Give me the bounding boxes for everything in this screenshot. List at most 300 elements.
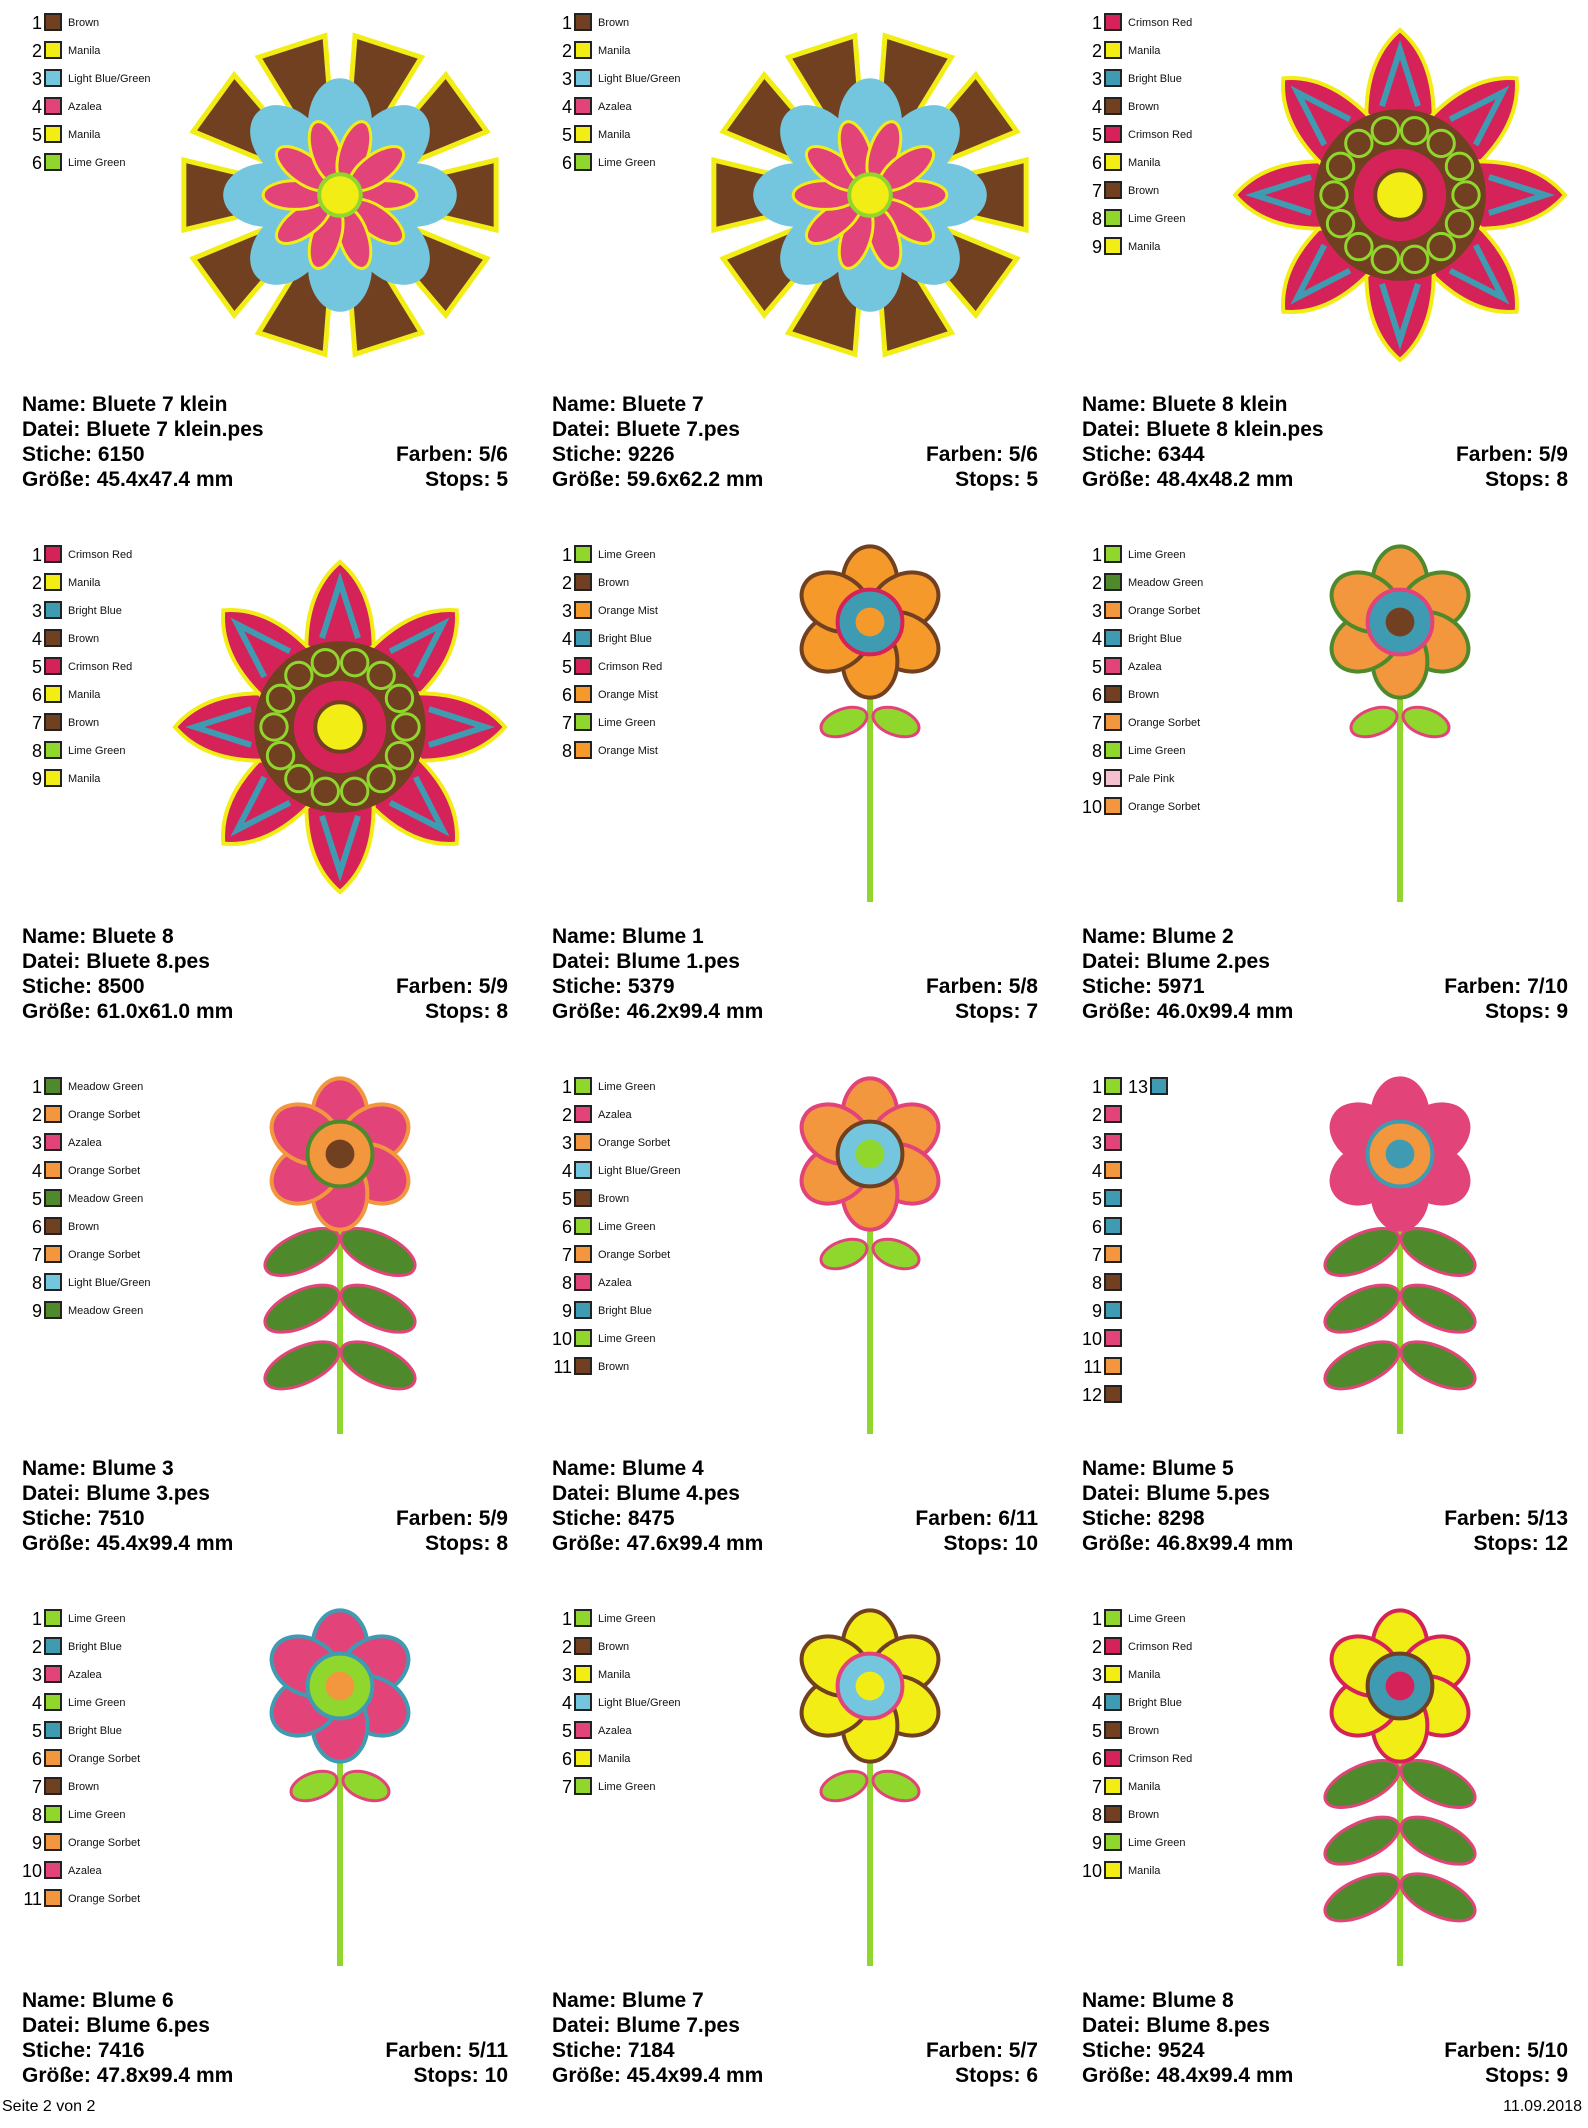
thread-swatch — [44, 97, 62, 115]
design-artwork — [690, 10, 1050, 380]
thread-number: 6 — [1091, 153, 1102, 173]
thread-name: Orange Sorbet — [1128, 717, 1201, 729]
design-info — [552, 392, 1038, 492]
thread-number: 4 — [31, 1161, 42, 1181]
flower-center — [319, 174, 361, 216]
colors-label: Farben: — [925, 2039, 1003, 2062]
colors-label: Farben: — [395, 1507, 473, 1530]
thread-name: Brown — [1128, 1809, 1160, 1821]
stem-group — [817, 1736, 923, 1966]
thread-name: Brown — [1128, 101, 1160, 113]
thread-number: 5 — [561, 1189, 572, 1209]
thread-name: Light Blue/Green — [68, 1277, 151, 1289]
thread-number: 9 — [1091, 1301, 1102, 1321]
colors-label: Farben: — [1444, 2039, 1522, 2062]
design-size: 45.4x99.4 mm — [626, 2064, 764, 2087]
thread-swatch — [1104, 1609, 1122, 1627]
thread-name: Lime Green — [598, 1333, 656, 1345]
thread-name: Lime Green — [1128, 549, 1186, 561]
thread-name: Azalea — [598, 101, 632, 113]
leaf — [287, 1766, 341, 1807]
design-file: Blume 2.pes — [1146, 950, 1270, 973]
flower-center — [856, 1140, 885, 1169]
name-label: Name: — [552, 393, 617, 416]
thread-swatch — [574, 1245, 592, 1263]
design-name: Blume 8 — [1152, 1989, 1234, 2012]
thread-name: Lime Green — [68, 745, 126, 757]
thread-name: Manila — [1128, 1669, 1161, 1681]
thread-number: 2 — [1091, 573, 1102, 593]
design-artwork — [1220, 1074, 1580, 1444]
thread-swatch — [44, 1889, 62, 1907]
flower-center — [315, 702, 365, 752]
flower-head — [1321, 1610, 1479, 1761]
design-card — [1060, 0, 1588, 532]
thread-swatch — [574, 545, 592, 563]
design-size: 61.0x61.0 mm — [96, 1000, 234, 1023]
thread-name: Bright Blue — [68, 1725, 122, 1737]
thread-swatch — [44, 1273, 62, 1291]
flower-center — [1386, 1672, 1415, 1701]
thread-swatch — [1104, 601, 1122, 619]
flower-center — [849, 174, 891, 216]
thread-swatch — [44, 1133, 62, 1151]
design-info — [552, 1988, 1038, 2088]
thread-swatch — [44, 769, 62, 787]
design-artwork — [690, 542, 1050, 912]
design-file: Blume 3.pes — [86, 1482, 210, 1505]
stem-group — [1347, 672, 1453, 902]
thread-name: Orange Sorbet — [1128, 801, 1201, 813]
thread-name: Brown — [68, 1221, 100, 1233]
leaf — [1318, 1807, 1406, 1873]
stop-count: 6 — [1026, 2064, 1038, 2087]
thread-number: 11 — [23, 1889, 42, 1909]
thread-swatch — [1104, 1245, 1122, 1263]
thread-swatch — [1104, 1749, 1122, 1767]
thread-swatch — [574, 1329, 592, 1347]
thread-name: Brown — [598, 1361, 630, 1373]
thread-swatch — [1104, 1357, 1122, 1375]
thread-number: 1 — [561, 545, 572, 565]
thread-swatch — [574, 573, 592, 591]
thread-number: 7 — [1091, 713, 1102, 733]
stem-group — [258, 1204, 422, 1434]
stitch-count: 7510 — [97, 1507, 145, 1530]
thread-swatch — [574, 13, 592, 31]
thread-name: Azalea — [598, 1277, 632, 1289]
colors-label: Farben: — [385, 2039, 463, 2062]
thread-number: 6 — [561, 153, 572, 173]
thread-number: 7 — [31, 713, 42, 733]
flower-head — [791, 1610, 949, 1761]
stem-group — [817, 1204, 923, 1434]
thread-number: 3 — [31, 69, 42, 89]
thread-number: 6 — [561, 685, 572, 705]
flower-head — [791, 546, 949, 697]
stem-group — [1318, 1736, 1482, 1966]
size-label: Größe: — [552, 1532, 621, 1555]
thread-number: 7 — [561, 713, 572, 733]
thread-swatch — [1104, 769, 1122, 787]
thread-number: 10 — [1082, 797, 1103, 817]
thread-name: Crimson Red — [1128, 129, 1193, 141]
leaf — [817, 1766, 871, 1807]
name-label: Name: — [22, 1989, 87, 2012]
thread-number: 3 — [1091, 601, 1102, 621]
stitches-label: Stiche: — [552, 1507, 623, 1530]
design-file: Blume 6.pes — [86, 2014, 210, 2037]
thread-number: 8 — [31, 741, 42, 761]
design-info — [22, 924, 508, 1024]
stop-count: 9 — [1556, 1000, 1568, 1023]
thread-number: 2 — [1091, 1105, 1102, 1125]
thread-name: Crimson Red — [1128, 1753, 1193, 1765]
thread-name: Manila — [68, 773, 101, 785]
thread-number: 2 — [1091, 1637, 1102, 1657]
design-info — [22, 1456, 508, 1556]
flower-center — [1386, 1140, 1415, 1169]
stops-label: Stops: — [1485, 1000, 1551, 1023]
thread-name: Manila — [1128, 1865, 1161, 1877]
flower-head — [1321, 1078, 1479, 1229]
stitch-count: 7184 — [627, 2039, 675, 2062]
thread-swatch — [44, 1609, 62, 1627]
thread-number: 10 — [1082, 1329, 1103, 1349]
stitch-count: 8500 — [97, 975, 145, 998]
thread-name: Crimson Red — [68, 549, 133, 561]
thread-swatch — [44, 41, 62, 59]
file-label: Datei: — [22, 950, 81, 973]
thread-number: 1 — [31, 13, 42, 33]
thread-swatch — [44, 69, 62, 87]
design-name: Bluete 7 — [622, 393, 704, 416]
thread-name: Azalea — [598, 1725, 632, 1737]
thread-number: 3 — [561, 1133, 572, 1153]
design-artwork — [1220, 1606, 1580, 1976]
stop-count: 7 — [1026, 1000, 1038, 1023]
stops-label: Stops: — [425, 1532, 491, 1555]
thread-name: Lime Green — [598, 1781, 656, 1793]
thread-number: 3 — [31, 1133, 42, 1153]
thread-number: 10 — [1082, 1861, 1103, 1881]
design-file: Bluete 7 klein.pes — [86, 418, 264, 441]
stitches-label: Stiche: — [1082, 1507, 1153, 1530]
thread-name: Azalea — [598, 1109, 632, 1121]
embroidery-preview — [690, 1074, 1050, 1444]
thread-name: Orange Sorbet — [68, 1165, 141, 1177]
design-card — [1060, 1064, 1588, 1596]
thread-number: 3 — [561, 69, 572, 89]
design-artwork — [160, 1606, 520, 1976]
thread-swatch — [44, 1105, 62, 1123]
stops-label: Stops: — [1485, 2064, 1551, 2087]
leaf — [334, 1275, 422, 1341]
thread-swatch — [44, 13, 62, 31]
design-info — [1082, 1456, 1568, 1556]
thread-swatch — [1104, 741, 1122, 759]
thread-name: Bright Blue — [1128, 1697, 1182, 1709]
design-info — [552, 1456, 1038, 1556]
leaf — [258, 1332, 346, 1398]
file-label: Datei: — [552, 1482, 611, 1505]
thread-name: Crimson Red — [68, 661, 133, 673]
leaf — [869, 1766, 923, 1807]
leaf — [817, 1234, 871, 1275]
thread-swatch — [574, 97, 592, 115]
flower-center — [856, 1672, 885, 1701]
stem-group — [817, 672, 923, 902]
thread-swatch — [1104, 1077, 1122, 1095]
file-label: Datei: — [552, 418, 611, 441]
thread-number: 5 — [31, 657, 42, 677]
stitch-count: 6150 — [97, 443, 145, 466]
design-file: Bluete 7.pes — [616, 418, 740, 441]
stop-count: 8 — [496, 1532, 508, 1555]
thread-swatch — [574, 1301, 592, 1319]
thread-swatch — [1104, 1217, 1122, 1235]
thread-number: 8 — [31, 1273, 42, 1293]
thread-swatch — [44, 685, 62, 703]
thread-number: 7 — [1091, 1777, 1102, 1797]
name-label: Name: — [1082, 1457, 1147, 1480]
name-label: Name: — [552, 1457, 617, 1480]
thread-name: Bright Blue — [68, 1641, 122, 1653]
page-number: Seite 2 von 2 — [2, 2098, 96, 2115]
embroidery-preview — [1220, 10, 1580, 380]
thread-swatch — [44, 1749, 62, 1767]
thread-name: Manila — [68, 45, 101, 57]
stitches-label: Stiche: — [1082, 443, 1153, 466]
colors-label: Farben: — [395, 975, 473, 998]
stop-count: 8 — [1556, 468, 1568, 491]
design-name: Blume 6 — [92, 1989, 174, 2012]
size-label: Größe: — [552, 1000, 621, 1023]
thread-number: 8 — [1091, 741, 1102, 761]
thread-swatch — [1104, 1385, 1122, 1403]
thread-swatch — [1104, 1329, 1122, 1347]
thread-number: 4 — [1091, 1161, 1102, 1181]
color-count: 5/9 — [1538, 443, 1568, 466]
stitches-label: Stiche: — [1082, 2039, 1153, 2062]
thread-number: 1 — [1091, 1077, 1102, 1097]
thread-swatch — [574, 1217, 592, 1235]
thread-swatch — [1104, 97, 1122, 115]
design-card — [530, 0, 1060, 532]
thread-number: 8 — [1091, 1805, 1102, 1825]
thread-name: Pale Pink — [1128, 773, 1175, 785]
thread-number: 8 — [1091, 1273, 1102, 1293]
stitches-label: Stiche: — [552, 2039, 623, 2062]
thread-name: Brown — [68, 633, 100, 645]
thread-number: 6 — [31, 153, 42, 173]
print-date: 11.09.2018 — [1503, 2098, 1582, 2115]
flower-center — [326, 1672, 355, 1701]
stop-count: 9 — [1556, 2064, 1568, 2087]
thread-name: Manila — [68, 129, 101, 141]
color-count: 5/8 — [1008, 975, 1038, 998]
thread-number: 4 — [31, 1693, 42, 1713]
size-label: Größe: — [22, 1532, 91, 1555]
thread-number: 6 — [1091, 1749, 1102, 1769]
file-label: Datei: — [1082, 418, 1141, 441]
thread-swatch — [574, 1721, 592, 1739]
thread-number: 6 — [31, 685, 42, 705]
thread-swatch — [1104, 1861, 1122, 1879]
thread-number: 6 — [31, 1749, 42, 1769]
thread-number: 4 — [31, 97, 42, 117]
thread-swatch — [44, 1665, 62, 1683]
size-label: Größe: — [1082, 1000, 1151, 1023]
design-name: Bluete 8 — [92, 925, 174, 948]
thread-name: Lime Green — [1128, 213, 1186, 225]
thread-swatch — [1104, 713, 1122, 731]
stops-label: Stops: — [1473, 1532, 1539, 1555]
thread-name: Orange Sorbet — [68, 1249, 141, 1261]
thread-swatch — [574, 1777, 592, 1795]
thread-number: 3 — [1091, 1133, 1102, 1153]
thread-name: Light Blue/Green — [598, 1697, 681, 1709]
flower-head — [175, 562, 505, 892]
thread-number: 5 — [561, 1721, 572, 1741]
thread-name: Azalea — [68, 1137, 102, 1149]
thread-number: 9 — [31, 1833, 42, 1853]
thread-swatch — [44, 1161, 62, 1179]
thread-number: 1 — [1091, 545, 1102, 565]
thread-number: 5 — [1091, 1721, 1102, 1741]
thread-swatch — [1104, 13, 1122, 31]
thread-swatch — [44, 1245, 62, 1263]
thread-name: Brown — [1128, 689, 1160, 701]
color-count: 5/11 — [468, 2039, 508, 2062]
thread-name: Lime Green — [68, 157, 126, 169]
thread-name: Manila — [1128, 1781, 1161, 1793]
color-count: 5/9 — [478, 975, 508, 998]
file-label: Datei: — [1082, 1482, 1141, 1505]
thread-swatch — [574, 601, 592, 619]
thread-swatch — [44, 125, 62, 143]
thread-name: Manila — [1128, 241, 1161, 253]
thread-number: 1 — [561, 1609, 572, 1629]
thread-name: Brown — [68, 717, 100, 729]
thread-name: Orange Sorbet — [68, 1109, 141, 1121]
size-label: Größe: — [552, 468, 621, 491]
thread-swatch — [1104, 153, 1122, 171]
embroidery-preview — [160, 1074, 520, 1444]
thread-name: Manila — [1128, 157, 1161, 169]
thread-name: Bright Blue — [598, 633, 652, 645]
thread-name: Bright Blue — [598, 1305, 652, 1317]
design-name: Blume 5 — [1152, 1457, 1234, 1480]
thread-swatch — [574, 1133, 592, 1151]
color-count: 5/9 — [478, 1507, 508, 1530]
design-size: 45.4x99.4 mm — [96, 1532, 234, 1555]
thread-swatch — [574, 1077, 592, 1095]
thread-number: 3 — [31, 601, 42, 621]
thread-swatch — [574, 41, 592, 59]
thread-swatch — [574, 741, 592, 759]
thread-swatch — [1104, 1189, 1122, 1207]
thread-name: Lime Green — [598, 1081, 656, 1093]
thread-swatch — [1104, 209, 1122, 227]
thread-name: Brown — [598, 17, 630, 29]
thread-name: Brown — [598, 1641, 630, 1653]
stitch-count: 9226 — [627, 443, 675, 466]
leaf — [1394, 1807, 1482, 1873]
file-label: Datei: — [552, 950, 611, 973]
thread-swatch — [1150, 1077, 1168, 1095]
thread-number: 5 — [1091, 125, 1102, 145]
leaf — [1394, 1275, 1482, 1341]
flower-head — [184, 36, 496, 355]
embroidery-preview — [1220, 1074, 1580, 1444]
thread-swatch — [574, 1693, 592, 1711]
size-label: Größe: — [1082, 1532, 1151, 1555]
thread-number: 13 — [1127, 1077, 1148, 1097]
thread-swatch — [44, 573, 62, 591]
design-info — [1082, 392, 1568, 492]
thread-name: Lime Green — [1128, 745, 1186, 757]
stops-label: Stops: — [955, 468, 1021, 491]
design-card — [0, 1596, 530, 2128]
design-card — [0, 532, 530, 1064]
file-label: Datei: — [1082, 2014, 1141, 2037]
thread-swatch — [1104, 1637, 1122, 1655]
thread-swatch — [44, 713, 62, 731]
thread-swatch — [1104, 69, 1122, 87]
thread-name: Orange Sorbet — [598, 1137, 671, 1149]
thread-number: 1 — [31, 545, 42, 565]
design-name: Blume 4 — [622, 1457, 704, 1480]
thread-number: 2 — [31, 1105, 42, 1125]
size-label: Größe: — [22, 468, 91, 491]
colors-label: Farben: — [925, 975, 1003, 998]
thread-swatch — [44, 1217, 62, 1235]
leaf — [1318, 1275, 1406, 1341]
thread-name: Crimson Red — [1128, 1641, 1193, 1653]
design-artwork — [160, 10, 520, 380]
thread-number: 8 — [561, 741, 572, 761]
thread-swatch — [574, 1637, 592, 1655]
thread-swatch — [574, 153, 592, 171]
thread-name: Orange Mist — [598, 605, 658, 617]
thread-swatch — [574, 1105, 592, 1123]
thread-name: Bright Blue — [1128, 73, 1182, 85]
name-label: Name: — [552, 1989, 617, 2012]
thread-swatch — [44, 153, 62, 171]
stitches-label: Stiche: — [552, 443, 623, 466]
thread-name: Orange Sorbet — [68, 1837, 141, 1849]
thread-swatch — [574, 713, 592, 731]
leaf — [869, 1234, 923, 1275]
thread-name: Orange Sorbet — [68, 1753, 141, 1765]
thread-name: Brown — [1128, 185, 1160, 197]
thread-name: Manila — [598, 1669, 631, 1681]
thread-number: 7 — [561, 1245, 572, 1265]
thread-name: Lime Green — [598, 717, 656, 729]
size-label: Größe: — [1082, 468, 1151, 491]
stem — [867, 1204, 873, 1434]
thread-swatch — [44, 1189, 62, 1207]
thread-name: Lime Green — [598, 549, 656, 561]
thread-name: Orange Mist — [598, 745, 658, 757]
design-file: Bluete 8 klein.pes — [1146, 418, 1324, 441]
flower-head — [1321, 546, 1479, 697]
thread-number: 3 — [1091, 1665, 1102, 1685]
thread-name: Azalea — [68, 101, 102, 113]
stitch-count: 7416 — [97, 2039, 145, 2062]
stitches-label: Stiche: — [22, 1507, 93, 1530]
